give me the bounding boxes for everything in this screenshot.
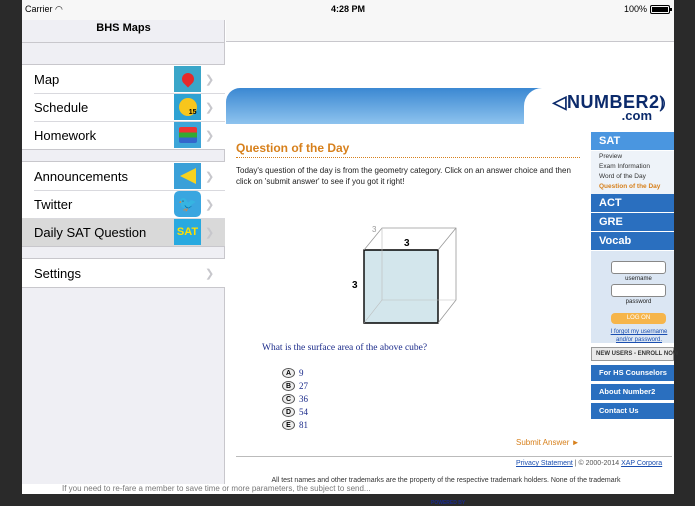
master-title: BHS Maps [96,22,151,34]
nav-sat[interactable]: SAT [591,132,674,151]
sat-submenu [591,151,674,194]
menu-item-announcements[interactable] [22,162,225,190]
menu-item-label: Twitter [34,196,73,212]
site-banner [226,88,674,124]
choice-bubble: B [282,381,295,391]
choice-bubble: D [282,407,295,417]
ipad-screen [22,0,679,506]
menu-item-settings[interactable] [22,259,225,287]
status-time: 4:28 PM [330,4,365,14]
menu-item-label: Announcements [34,168,128,184]
menu-item-map[interactable] [22,65,225,93]
choice-bubble: C [282,394,295,404]
chevron-right-icon: ❯ [205,198,215,211]
menu-item-label: Settings [34,265,81,281]
number2-logo[interactable]: ◁NUMBER2⦆ [552,92,666,112]
carrier-label: Carrier ◠ [25,4,63,14]
menu-item-label: Schedule [34,99,89,115]
submit-answer-link[interactable]: Submit Answer ► [516,438,580,447]
site-side-nav [591,132,679,419]
menu-item-daily-sat[interactable] [22,218,225,246]
menu-group-main [22,64,225,150]
cube-side-label: 3 [352,280,358,291]
nav-word-of-day[interactable]: Word of the Day [599,173,646,180]
books-icon [174,122,201,148]
page-title: Question of the Day [236,141,350,155]
chevron-right-icon: ❯ [205,170,215,183]
nav-exam-info[interactable]: Exam Information [599,163,650,170]
privacy-link[interactable]: Privacy Statement [516,460,573,467]
web-view[interactable] [226,20,679,506]
answer-choice-d[interactable]: D 54 [282,407,308,417]
intro-text: Today's question of the day is from the geometry category. Click on an answer choice and then click on 'submit answer' to see if you got it right! [236,166,571,186]
nav-preview[interactable]: Preview [599,153,623,160]
twitter-bird-icon: 🐦 [174,191,201,217]
menu-item-twitter[interactable] [22,190,225,218]
nav-question-of-day[interactable]: Question of the Day [599,183,661,190]
cube-depth-label: 3 [372,225,377,234]
powered-by-label: POWERED BY [431,500,466,506]
answer-choice-c[interactable]: C 36 [282,394,308,404]
schedule-clock-icon: 15 [174,94,201,120]
username-label: username [625,276,652,282]
link-contact[interactable]: Contact Us [591,403,674,419]
menu-group-social [22,161,225,247]
password-input[interactable] [611,284,666,297]
choice-bubble: A [282,368,295,378]
answer-choice-b[interactable]: B 27 [282,381,308,391]
choice-bubble: E [282,420,295,430]
logon-button[interactable]: LOG ON [611,313,666,324]
detail-nav-bar [226,20,674,42]
number2-logo-suffix: .com [621,108,652,123]
footer-links: Privacy Statement | © 2000-2014 XAP Corpora [516,460,663,467]
chevron-right-icon: ❯ [205,101,215,114]
menu-item-schedule[interactable] [22,93,225,121]
background-page-text: If you need to re-fare a member to save time or more parameters, the subject to send... [22,484,674,494]
answer-choice-e[interactable]: E 81 [282,420,308,430]
sat-icon: SAT [174,219,201,245]
nav-gre[interactable]: GRE [591,213,674,232]
corp-link[interactable]: XAP Corpora [621,460,663,467]
menu-item-label: Map [34,71,60,87]
cube-top-label: 3 [404,238,410,249]
chevron-right-icon: ❯ [205,73,215,86]
nav-vocab[interactable]: Vocab [591,232,674,251]
status-bar [22,0,674,20]
battery-indicator: 100% [624,4,670,14]
menu-item-homework[interactable] [22,121,225,149]
menu-item-label: Daily SAT Question [34,224,147,240]
trademark-note: All test names and other trademarks are the property of the respective trademark holders. None of the trademark [271,477,621,484]
link-about[interactable]: About Number2 [591,384,674,400]
login-box [591,251,674,343]
chevron-right-icon: ❯ [205,226,215,239]
password-label: password [625,299,652,305]
menu-group-settings [22,258,225,288]
question-text: What is the surface area of the above cube? [262,343,428,353]
forgot-password-link[interactable]: I forgot my username and/or password. [610,329,668,343]
nav-act[interactable]: ACT [591,194,674,213]
megaphone-icon [174,163,201,189]
wifi-icon: ◠ [55,4,63,14]
menu-item-label: Homework [34,127,97,143]
enroll-button[interactable]: NEW USERS - ENROLL NOW [591,347,674,361]
chevron-right-icon: ❯ [205,129,215,142]
master-pane [22,0,225,494]
map-pin-icon [174,66,201,92]
link-counselors[interactable]: For HS Counselors [591,365,674,381]
battery-icon [650,5,670,14]
chevron-right-icon: ❯ [205,267,215,280]
cube-figure [346,220,466,335]
username-input[interactable] [611,261,666,274]
answer-choice-a[interactable]: A 9 [282,368,304,378]
